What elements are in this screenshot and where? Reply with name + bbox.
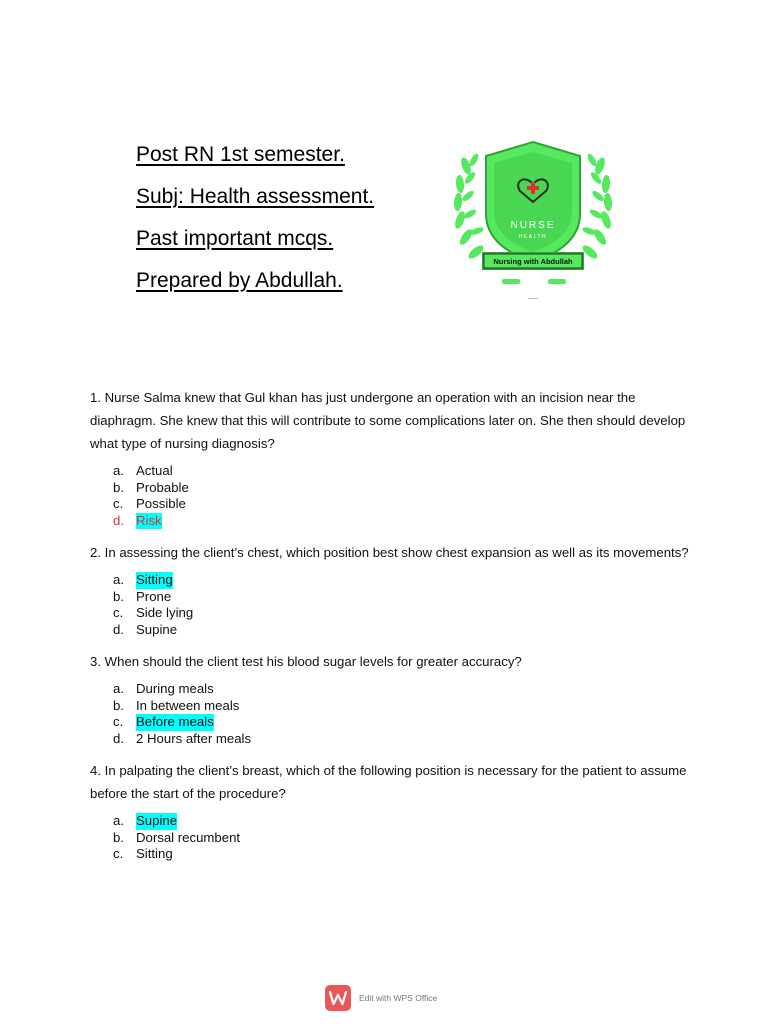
option-b: b. In between meals [113, 697, 240, 713]
header-line-subject: Subj: Health assessment. [136, 185, 375, 208]
option-d: d. Supine [113, 621, 178, 637]
question-text: 2. In assessing the client’s chest, which position best show chest expansion as well as its movements? [90, 545, 689, 560]
option-a-answer: a. Sitting [113, 572, 173, 587]
laurel-shield-icon [452, 136, 614, 306]
document-header [136, 134, 374, 302]
question-text: 4. In palpating the client’s breast, which of the following position is necessary for the patient to assume before the start of the procedure? [90, 763, 687, 801]
option-c: c. Possible [113, 496, 186, 511]
option-d-answer: d. Risk [113, 512, 162, 528]
logo-banner-text: Nursing with Abdullah [493, 257, 573, 266]
header-line-title: Past important mcqs. [136, 227, 334, 250]
nurse-health-logo [452, 136, 614, 306]
option-b: b. Probable [113, 479, 189, 495]
header-line-course: Post RN 1st semester. [136, 143, 345, 166]
footer-text[interactable]: Edit with WPS Office [359, 993, 438, 1003]
option-c-answer: c. Before meals [113, 714, 214, 729]
question-2 [90, 541, 690, 638]
option-list [90, 681, 690, 747]
logo-subtitle: HEALTH [518, 234, 548, 240]
question-1 [90, 386, 690, 529]
option-b: b. Prone [113, 588, 172, 604]
question-text: 1. Nurse Salma knew that Gul khan has just undergone an operation with an incision near the diaphragm. She knew that this will contribute to some complications later on. She then should develop what type of nursing diagnosis? [90, 390, 686, 451]
question-list [90, 386, 690, 875]
question-4 [90, 759, 690, 863]
option-a: a. Actual [113, 463, 173, 478]
option-list [90, 813, 690, 863]
option-b: b. Dorsal recumbent [113, 829, 241, 845]
option-list [90, 463, 690, 529]
header-line-author: Prepared by Abdullah. [136, 269, 343, 292]
logo-title: NURSE [510, 220, 556, 231]
wps-footer[interactable] [325, 985, 437, 1011]
option-a-answer: a. Supine [113, 813, 178, 828]
option-c: c. Sitting [113, 846, 173, 861]
option-a: a. During meals [113, 681, 214, 696]
question-3 [90, 650, 690, 747]
wps-office-icon[interactable] [325, 985, 351, 1011]
option-c: c. Side lying [113, 605, 194, 620]
option-list [90, 572, 690, 638]
option-d: d. 2 Hours after meals [113, 730, 252, 746]
question-text: 3. When should the client test his blood sugar levels for greater accuracy? [90, 654, 522, 669]
